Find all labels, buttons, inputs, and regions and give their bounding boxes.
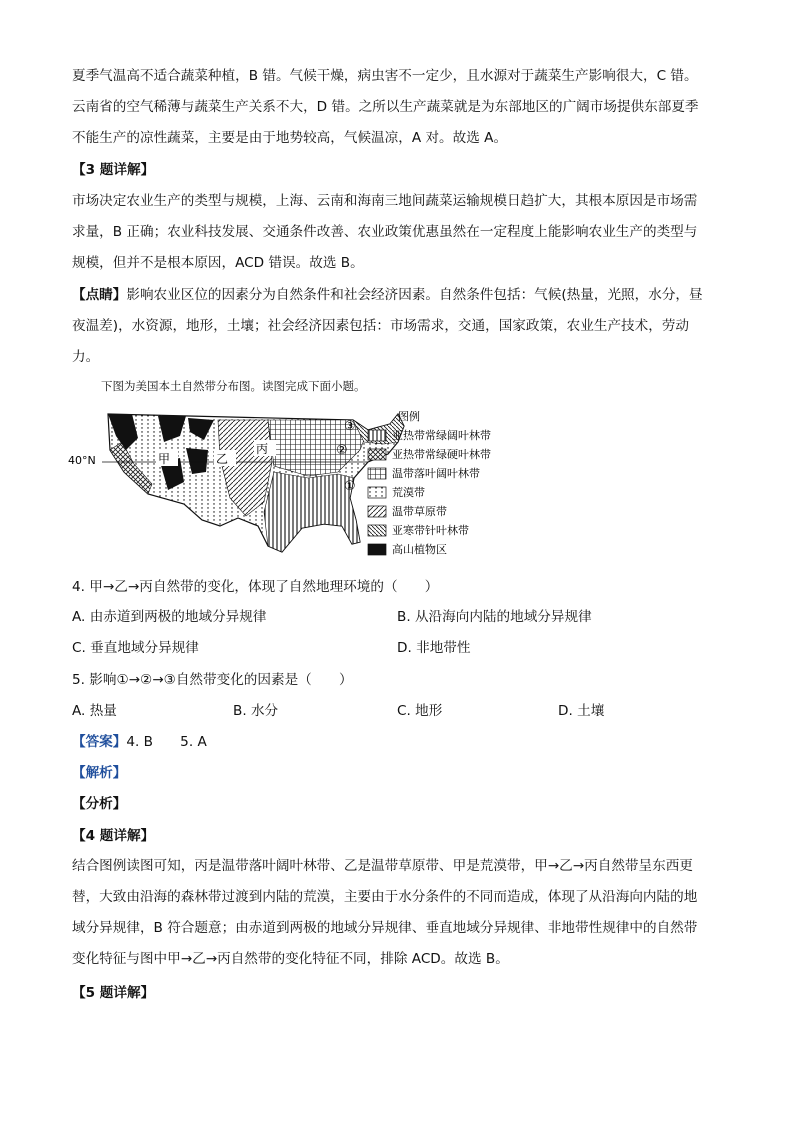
q5-option-d: D. 土壤 bbox=[558, 703, 605, 719]
paragraph-q3-explanation bbox=[72, 186, 722, 279]
paragraph-q4-explanation bbox=[72, 851, 722, 975]
zone-label-yi: 乙 bbox=[216, 452, 229, 466]
text-line: 结合图例读图可知，丙是温带落叶阔叶林带、乙是温带草原带、甲是荒漠带，甲→乙→丙自然带呈东西更 bbox=[72, 858, 693, 874]
q4-option-a: A. 由赤道到两极的地域分异规律 bbox=[72, 609, 267, 625]
dianjing-text: 影响农业区位的因素分为自然条件和社会经济因素。自然条件包括：气候(热量，光照，水分，昼 bbox=[126, 287, 703, 303]
latitude-label: 40°N bbox=[68, 454, 96, 467]
text-line: 不能生产的凉性蔬菜，主要是由于地势较高，气候温凉，A 对。故选 A。 bbox=[72, 130, 508, 146]
text-line: 市场决定农业生产的类型与规模，上海、云南和海南三地间蔬菜运输规模日趋扩大，其根本原因是市场需 bbox=[72, 193, 698, 209]
answer-label: 【答案】 bbox=[72, 734, 127, 750]
point-label-3: ③ bbox=[344, 419, 356, 434]
text-line: 求量，B 正确；农业科技发展、交通条件改善、农业政策优惠虽然在一定程度上能影响农业生产的类型与 bbox=[72, 224, 698, 240]
paragraph-dianjing bbox=[72, 280, 722, 373]
legend-item: 温带落叶阔叶林带 bbox=[392, 467, 480, 480]
legend-title: 图例 bbox=[398, 410, 420, 423]
text-line: 云南省的空气稀薄与蔬菜生产关系不大，D 错。之所以生产蔬菜就是为东部地区的广阔市场提供东部夏季 bbox=[72, 99, 699, 115]
text-line: 替，大致由沿海的森林带过渡到内陆的荒漠，主要由于水分条件的不同而造成，体现了从沿海向内陆的地 bbox=[72, 889, 698, 905]
text-line: 变化特征与图中甲→乙→丙自然带的变化特征不同，排除 ACD。故选 B。 bbox=[72, 951, 509, 967]
q5-option-a: A. 热量 bbox=[72, 703, 117, 719]
q5-option-c: C. 地形 bbox=[397, 703, 443, 719]
question-5-stem: 5. 影响①→②→③自然带变化的因素是（ ） bbox=[72, 672, 353, 688]
answer-line bbox=[72, 732, 207, 752]
legend-item: 荒漠带 bbox=[392, 486, 425, 499]
text-line: 规模，但并不是根本原因，ACD 错误。故选 B。 bbox=[72, 255, 364, 271]
zone-label-jia: 甲 bbox=[158, 452, 171, 466]
q4-option-d: D. 非地带性 bbox=[397, 640, 471, 656]
legend-item: 亚寒带针叶林带 bbox=[392, 524, 469, 537]
point-label-2: ② bbox=[336, 443, 348, 458]
q4-option-c: C. 垂直地域分异规律 bbox=[72, 640, 199, 656]
paragraph-q2-explanation bbox=[72, 61, 722, 154]
q3-heading: 【3 题详解】 bbox=[72, 162, 155, 178]
legend-item: 亚热带常绿硬叶林带 bbox=[392, 448, 491, 461]
fenxi-label: 【分析】 bbox=[72, 796, 127, 812]
text-line: 夜温差)，水资源，地形，土壤；社会经济因素包括：市场需求，交通，国家政策，农业生产技术，劳动 bbox=[72, 318, 690, 334]
us-natural-zones-map bbox=[68, 402, 508, 566]
q5-option-b: B. 水分 bbox=[233, 703, 279, 719]
q4-heading: 【4 题详解】 bbox=[72, 828, 155, 844]
jiexi-label: 【解析】 bbox=[72, 765, 127, 781]
text-line: 域分异规律，B 符合题意；由赤道到两极的地域分异规律、垂直地域分异规律、非地带性规律中的自然带 bbox=[72, 920, 698, 936]
question-4-stem: 4. 甲→乙→丙自然带的变化，体现了自然地理环境的（ ） bbox=[72, 579, 439, 595]
q5-heading: 【5 题详解】 bbox=[72, 985, 155, 1001]
zone-label-bing: 丙 bbox=[256, 442, 269, 456]
legend-item: 高山植物区 bbox=[392, 543, 447, 556]
map-caption: 下图为美国本土自然带分布图。读图完成下面小题。 bbox=[101, 379, 366, 393]
answer-text: 4. B 5. A bbox=[126, 734, 207, 750]
text-line: 夏季气温高不适合蔬菜种植，B 错。气候干燥，病虫害不一定少，且水源对于蔬菜生产影响很大，C 错。 bbox=[72, 68, 698, 84]
point-label-1: ① bbox=[344, 479, 356, 494]
text-line: 力。 bbox=[72, 349, 100, 365]
dianjing-label: 【点睛】 bbox=[72, 287, 127, 303]
text-line bbox=[72, 280, 722, 311]
legend-item: 亚热带常绿阔叶林带 bbox=[392, 429, 491, 442]
legend-item: 温带草原带 bbox=[392, 505, 447, 518]
q4-option-b: B. 从沿海向内陆的地域分异规律 bbox=[397, 609, 592, 625]
